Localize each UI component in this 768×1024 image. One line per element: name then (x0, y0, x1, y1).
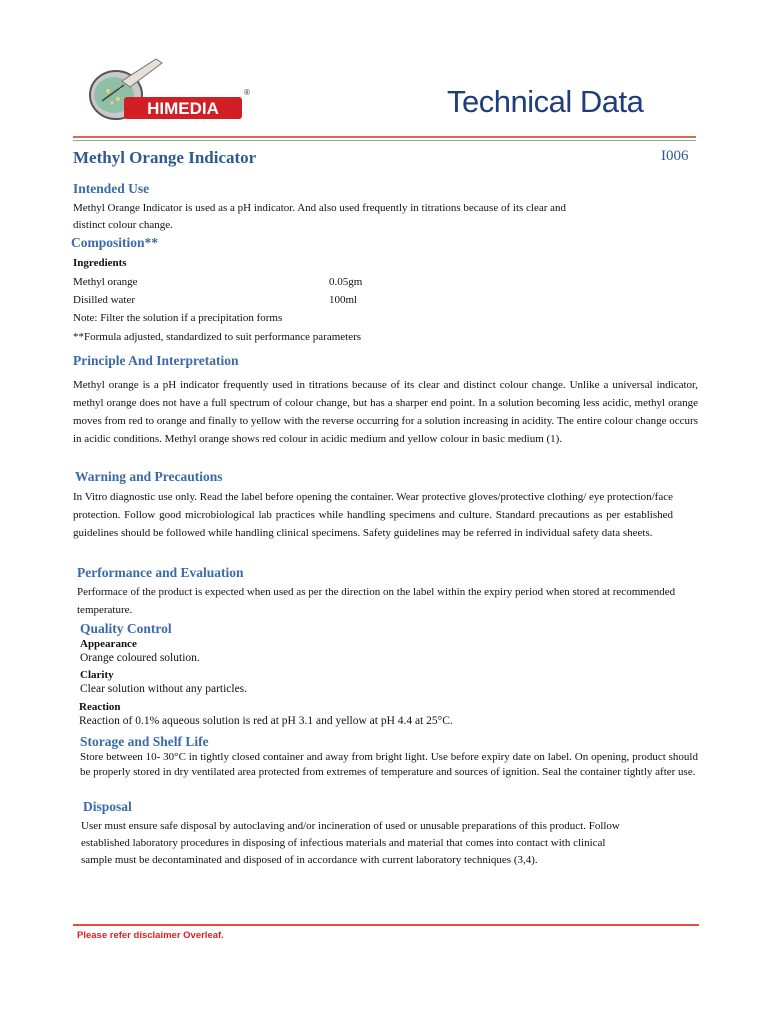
disposal-line-1: User must ensure safe disposal by autoclaving and/or incineration of used or unusable preparations of this product. Follow (81, 820, 620, 832)
footer-divider (73, 924, 699, 926)
appearance-text: Orange coloured solution. (80, 652, 200, 664)
disposal-line-3: sample must be decontaminated and disposed of in accordance with current laboratory techniques (3,4). (81, 854, 538, 866)
principle-text: Methyl orange is a pH indicator frequently used in titrations because of its clear and distinct colour change. Unlike a universal indicator, methyl orange does not have a full spectrum of colour change, but has a sharper end point. In a solution becoming less acidic, methyl orange moves from red to orange and finally to yellow with the reverse occurring for a solution increasing in acidity. The entire colour change occurs in acidic conditions. Methyl orange shows red colour in acidic medium and yellow colour in basic medium (1). (73, 379, 698, 445)
warning-text: In Vitro diagnostic use only. Read the label before opening the container. Wear protective gloves/protective clothing/ eye protection/face protection. Follow good microbiological lab practices while handling specimens and culture. Standard precautions as per established guidelines should be followed while handling clinical specimens. Safety guidelines may be referred in individual safety data sheets. (73, 491, 673, 539)
ingredient-qty-2: 100ml (329, 294, 358, 306)
quality-control-heading: Quality Control (80, 621, 172, 636)
performance-text: Performace of the product is expected when used as per the direction on the label within the expiry period when stored at recommended temperature. (77, 586, 676, 616)
ingredient-qty-1: 0.05gm (329, 276, 363, 288)
intended-use-line-2: distinct colour change. (73, 219, 173, 231)
storage-heading: Storage and Shelf Life (80, 734, 209, 749)
reaction-text: Reaction of 0.1% aqueous solution is red at pH 3.1 and yellow at pH 4.4 at 25°C. (79, 715, 453, 727)
header-divider (73, 136, 696, 138)
clarity-label: Clarity (80, 669, 114, 681)
performance-heading: Performance and Evaluation (77, 565, 244, 580)
brand-text: HIMEDIA (147, 99, 219, 118)
disposal-heading: Disposal (83, 799, 132, 814)
formula-note: **Formula adjusted, standardized to suit performance parameters (73, 331, 362, 343)
intended-use-line-1: Methyl Orange Indicator is used as a pH indicator. And also used frequently in titrations because of its clear and (73, 202, 567, 214)
doc-title: Technical Data (447, 84, 644, 119)
clarity-text: Clear solution without any particles. (80, 683, 248, 695)
ingredients-label: Ingredients (73, 257, 127, 269)
disposal-line-2: established laboratory procedures in disposing of infectious materials and material that comes into contact with clinical (81, 837, 606, 849)
principle-heading: Principle And Interpretation (73, 353, 239, 368)
storage-text: Store between 10- 30°C in tightly closed container and away from bright light. Use before expiry date on label. On opening, product should be properly stored in dry ventilated area protected from extremes of temperature and sources of ignition. Seal the container tightly after use. (80, 751, 698, 778)
composition-heading: Composition** (71, 235, 159, 250)
registered-mark: ® (244, 88, 250, 97)
header-divider-secondary (73, 140, 696, 141)
reaction-label: Reaction (79, 701, 121, 713)
product-code: I006 (661, 148, 689, 164)
himedia-logo (78, 55, 250, 127)
ingredient-name-1: Methyl orange (73, 276, 138, 288)
appearance-label: Appearance (80, 638, 137, 650)
ingredient-name-2: Disilled water (73, 294, 136, 306)
composition-note: Note: Filter the solution if a precipitation forms (73, 312, 283, 324)
warning-heading: Warning and Precautions (75, 469, 223, 484)
intended-use-heading: Intended Use (73, 181, 150, 196)
footer-disclaimer: Please refer disclaimer Overleaf. (77, 930, 224, 941)
product-title: Methyl Orange Indicator (73, 148, 257, 167)
